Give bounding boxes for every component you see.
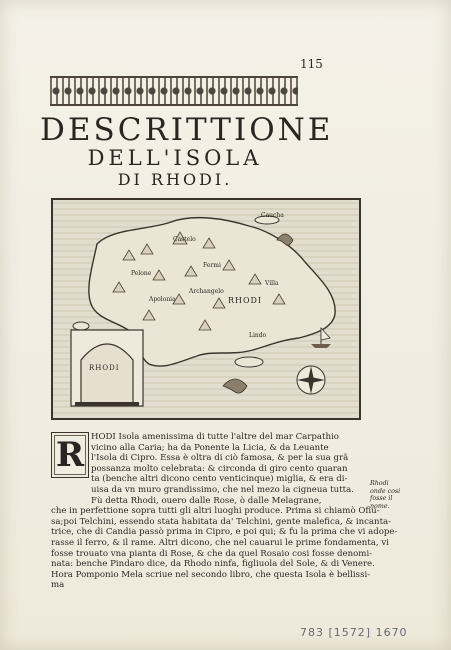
map-place-pelone: Pelone [131,270,152,277]
map-island-label: RHODI [228,296,263,305]
title-line-1: DESCRITTIONE [40,112,334,148]
text-line: rasse il ferro, & il rame. Altri dicono, che nel cauarui le prime fondamenta, vi [51,537,389,548]
text-line: fosse trouato vna pianta di Rose, & che da quel Rosaio cosi fosse denomi- [51,548,373,559]
map-place-castelo: Castelo [173,236,196,243]
text-line: nata: benche Pindaro dice, da Rhodo ninfa, figliuola del Sole, & di Venere. [51,559,375,570]
text-line: che in perfettione sopra tutti gli altri luoghi produce. Prima si chiamò Ofiu- [51,506,380,517]
text-line: uisa da vn muro grandissimo, che nel mezo la cigneua tutta. [91,484,354,495]
map-illustration [53,200,359,418]
islet [73,322,89,330]
compass-rose [297,366,325,394]
text-line: l'Isola di Cipro. Essa è oltra di ciò famosa, & per la sua grã [91,453,349,464]
page-number: 115 [300,57,323,71]
title-line-3: DI RHODI. [117,170,233,189]
text-line: trice, che di Candia passò prima in Cipro, e poi qui; & fu la prima che vi adope- [51,527,398,538]
pencil-inventory-note: 783 [1572] 1670 [300,626,408,639]
text-line: possanza molto celebrata: & circonda di giro cento quaran [91,463,348,474]
decorative-header-band [50,76,298,106]
map-place-caucha: Caucha [261,212,284,219]
text-line: sa;poi Telchini, essendo stata habitata da' Telchini, gente malefica, & incanta- [51,516,392,527]
text-line: ta (benche altri dicono cento venticinque) miglia, & era di- [91,474,348,485]
map-of-rhodes [51,198,361,420]
islet [235,357,263,367]
map-place-fermi: Fermi [203,262,221,269]
decorated-initial: R [51,432,89,478]
text-line: Hora Pomponio Mela scriue nel secondo libro, che questa Isola è bellissi- [51,569,371,580]
map-place-villa: Villa [265,280,279,287]
text-line: HODI Isola amenissima di tutte l'altre del mar Carpathio [91,432,339,442]
map-place-apolonia: Apolonia [149,296,176,303]
map-cartouche-label: RHODI [89,364,120,372]
marginal-note: Rhodi onde cosi fosse il nome. [370,480,401,510]
map-place-lindo: Lindo [249,332,267,339]
text-line: vicino alla Caria; ha da Ponente la Licia, & da Leuante [91,442,329,453]
title-line-2: DELL'ISOLA [87,146,263,170]
text-line: ma [51,580,65,591]
map-place-archangelo: Archangelo [189,288,224,295]
text-line: Fù detta Rhodi, ouero dalle Rose, ò dalle Melagrane, [91,495,322,506]
